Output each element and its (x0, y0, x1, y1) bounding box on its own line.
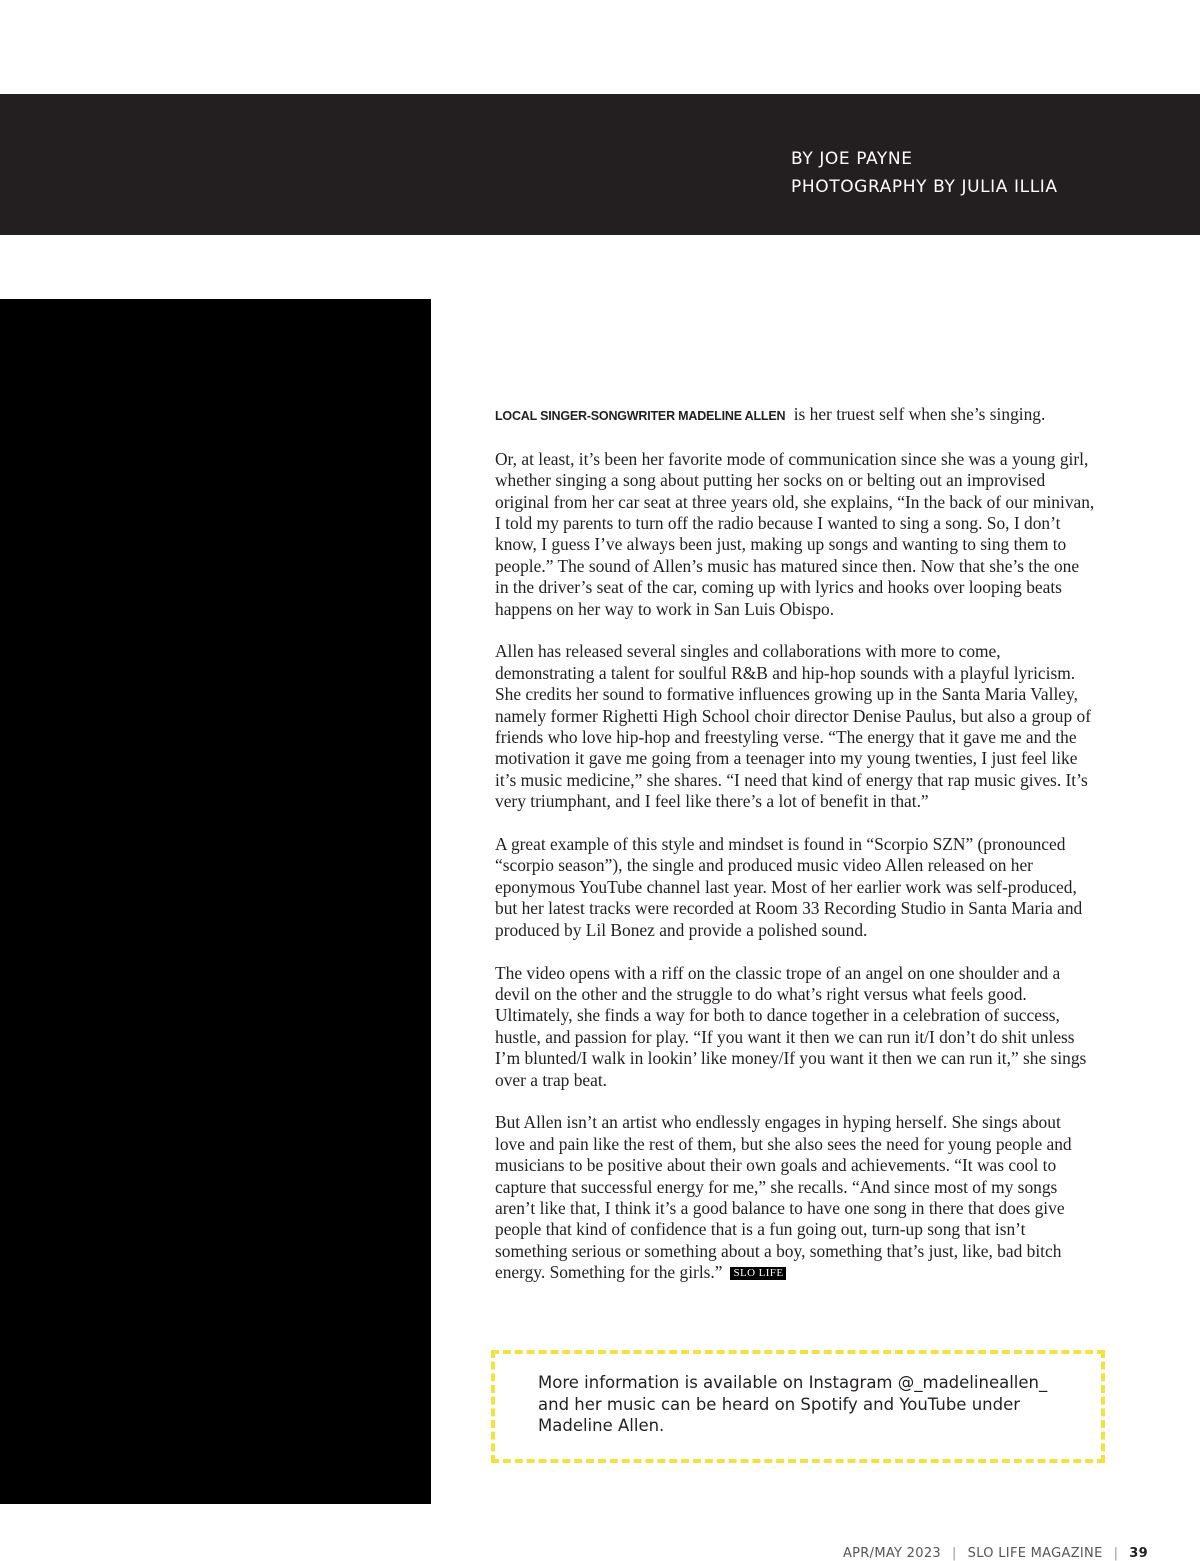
page-footer (843, 1546, 1148, 1561)
article-paragraph: Or, at least, it’s been her favorite mode of communication since she was a young girl, whether singing a song about putting her socks on or belting out an improvised original from her car seat at three years old, she explains, “In the back of our minivan, I told my parents to turn off the radio because I wanted to sing a song. So, I don’t know, I guess I’ve always been just, making up songs and wanting to sing them to people.” The sound of Allen’s music has matured since then. Now that she’s the one in the driver’s seat of the car, coming up with lyrics and hooks over looping beats happens on her way to work in San Luis Obispo. (495, 448, 1095, 619)
photo-placeholder (0, 299, 431, 1504)
article-paragraph: Allen has released several singles and collaborations with more to come, demonstrating a talent for soulful R&B and hip-hop sounds with a playful lyricism. She credits her sound to formative influences growing up in the Santa Maria Valley, namely former Righetti High School choir director Denise Paulus, but also a group of friends who love hip-hop and freestyling verse. “The energy that it gave me and the motivation it gave me going from a teenager into my young twenties, I just feel like it’s music medicine,” she shares. “I need that kind of energy that rap music gives. It’s very triumphant, and I feel like there’s a lot of benefit in that.” (495, 641, 1091, 812)
byline-block (791, 145, 1058, 201)
page-number: 39 (1129, 1546, 1148, 1561)
photo-credit: PHOTOGRAPHY BY JULIA ILLIA (791, 177, 1058, 197)
slo-life-end-mark: SLO LIFE (730, 1267, 786, 1280)
article-paragraph-last (495, 1112, 1095, 1283)
footer-magazine: SLO LIFE MAGAZINE (967, 1546, 1103, 1561)
lede-paragraph (495, 404, 1095, 427)
author-byline: BY JOE PAYNE (791, 149, 913, 169)
article-paragraph: A great example of this style and mindset is found in “Scorpio SZN” (pronounced “scorpio season”), the single and produced music video Allen released on her eponymous YouTube channel last year. Most of her earlier work was self-produced, but her latest tracks were recorded at Room 33 Recording Studio in Santa Maria and produced by Lil Bonez and provide a polished sound. (495, 834, 1083, 940)
article-body (495, 404, 1095, 1305)
lede-caps: LOCAL SINGER-SONGWRITER MADELINE ALLEN (495, 409, 786, 423)
footer-separator: | (951, 1546, 957, 1561)
footer-issue: APR/MAY 2023 (842, 1546, 941, 1561)
article-paragraph: The video opens with a riff on the classic trope of an angel on one shoulder and a devil on the other and the struggle to do what’s right versus what feels good. Ultimately, she finds a way for both to dance together in a celebration of success, hustle, and passion for play. “If you want it then we can run it/I don’t do shit unless I’m blunted/I walk in lookin’ like money/If you want it then we can run it,” she sings over a trap beat. (495, 962, 1087, 1090)
info-box-text: More information is available on Instagram @_madelineallen_ and her music can be heard on Spotify and YouTube under Madeline Allen. (538, 1373, 1048, 1435)
last-paragraph-text: But Allen isn’t an artist who endlessly engages in hyping herself. She sings about love and pain like the rest of them, but she also sees the need for young people and musicians to be positive about their own goals and achievements. “It was cool to capture that successful energy for me,” she recalls. “And since most of my songs aren’t like that, I think it’s a good balance to have one song in there that does give people that kind of confidence that is a fun going out, turn-up song that isn’t something serious or something about a boy, something that’s just, like, bad bitch energy. Something for the girls.” (495, 1112, 1072, 1283)
footer-separator: | (1113, 1546, 1119, 1561)
lede-text: is her truest self when she’s singing. (793, 404, 1046, 424)
